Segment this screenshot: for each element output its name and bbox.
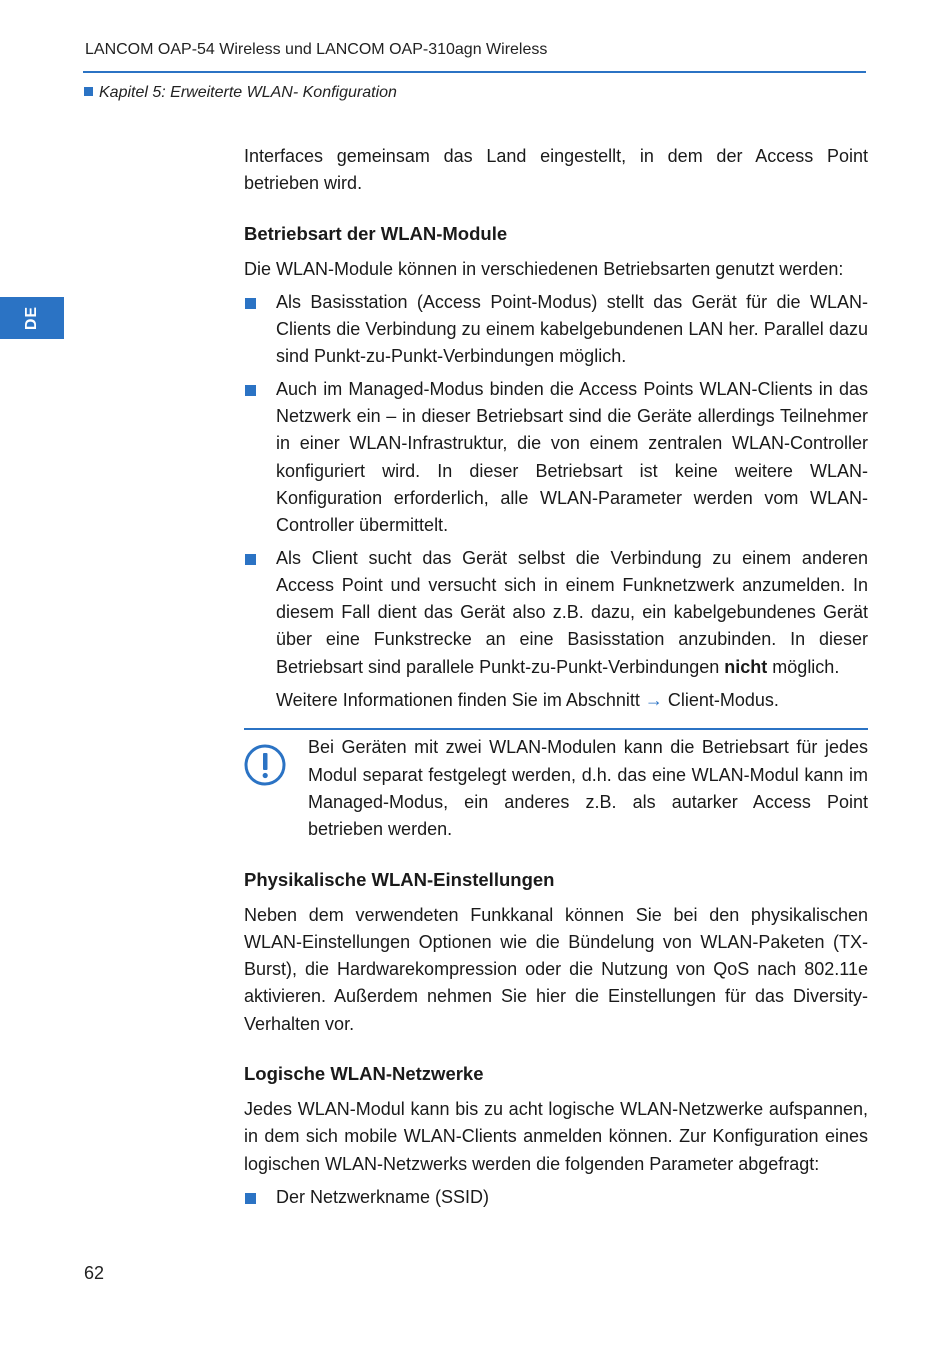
- list-item-text: Als Basisstation (Access Point-Modus) stellt das Gerät für die WLAN-Clients die Verbindung zu einem kabelgebundenen LAN her. Parallel dazu sind Punkt-zu-Punkt-Verbindungen möglich.: [276, 291, 868, 367]
- list-item: [244, 545, 868, 681]
- bullet-square-icon: [245, 385, 256, 396]
- section-lead: Die WLAN-Module können in verschiedenen Betriebsarten genutzt werden:: [244, 258, 844, 279]
- header-rule: [83, 71, 866, 73]
- section-paragraph: Neben dem verwendeten Funkkanal können Sie bei den physikalischen WLAN-Einstellungen Optionen wie die Bündelung von WLAN-Paketen (TX-Burst), die Hardwarekompression oder die Nutzung von QoS nach 802.11e aktivieren. Außerdem nehmen Sie hier die Einstellungen für das Diversity-Verhalten vor.: [244, 904, 868, 1034]
- page-number: 62: [84, 1263, 105, 1283]
- list-item: [244, 376, 868, 540]
- list-item-text: Auch im Managed-Modus binden die Access Points WLAN-Clients in das Netzwerk ein – in dieser Betriebsart sind die Geräte allerdings Teilnehmer in einer WLAN-Infrastruktur, die von einem zentralen WLAN-Controller konfiguriert wird. In dieser Betriebsart ist keine weitere WLAN-Konfiguration erforderlich, alle WLAN-Parameter werden vom WLAN-Controller übermittelt.: [276, 378, 868, 536]
- list-item: [244, 1184, 868, 1211]
- list-item: [244, 289, 868, 371]
- cross-reference-arrow-icon: →: [644, 690, 663, 711]
- list-item-text-b: möglich.: [772, 656, 840, 677]
- bullet-square-icon: [245, 298, 256, 309]
- parameter-list: [244, 1184, 868, 1211]
- chapter-label: [84, 84, 397, 102]
- running-header-title: LANCOM OAP-54 Wireless und LANCOM OAP-310agn Wireless: [85, 41, 548, 58]
- note-text: Bei Geräten mit zwei WLAN-Modulen kann die Betriebsart für jedes Modul separat festgelegt werden, d.h. das eine WLAN-Modul kann im Managed-Modus, ein anderes z.B. als autarker Access Point betrieben werden.: [308, 737, 868, 840]
- language-tab-label: DE: [22, 305, 40, 331]
- section-heading-logisch: Logische WLAN-Netzwerke: [244, 1063, 484, 1085]
- section-heading-betriebsart: Betriebsart der WLAN-Module: [244, 222, 508, 244]
- list-item-text: Der Netzwerkname (SSID): [276, 1186, 490, 1207]
- section-heading-physikalisch: Physikalische WLAN-Einstellungen: [244, 868, 555, 890]
- language-tab: [0, 297, 64, 339]
- note-box: [244, 734, 868, 843]
- emphasis-nicht: nicht: [724, 656, 768, 677]
- note-rule: [244, 728, 868, 730]
- section-paragraph: Jedes WLAN-Modul kann bis zu acht logische WLAN-Netzwerke aufspannen, in dem sich mobile WLAN-Clients anmelden können. Zur Konfiguration eines logischen WLAN-Netzwerks werden die folgenden Parameter abgefragt:: [244, 1099, 868, 1174]
- intro-paragraph: Interfaces gemeinsam das Land eingestellt, in dem der Access Point betrieben wird.: [244, 146, 868, 194]
- cross-reference-link[interactable]: Client-Modus.: [667, 690, 779, 711]
- chapter-square-icon: [84, 87, 93, 96]
- bullet-square-icon: [245, 554, 256, 565]
- exclamation-circle-icon: [244, 744, 286, 786]
- main-content: [244, 143, 868, 1216]
- list-item-text-a: Als Client sucht das Gerät selbst die Verbindung zu einem anderen Access Point und versucht sich in einem Funknetzwerk anzumelden. In diesem Fall dient das Gerät also z.B. dazu, ein kabelgebundenes Gerät über eine Funkstrecke an eine Basisstation anzubinden. In dieser Betriebsart sind parallele Punkt-zu-Punkt-Verbindungen: [276, 547, 868, 677]
- more-info-paragraph: [244, 687, 868, 714]
- more-info-text: Weitere Informationen finden Sie im Abschnitt: [276, 690, 640, 711]
- mode-list: [244, 289, 868, 681]
- bullet-square-icon: [245, 1193, 256, 1204]
- chapter-text: Kapitel 5: Erweiterte WLAN- Konfiguration: [99, 84, 397, 101]
